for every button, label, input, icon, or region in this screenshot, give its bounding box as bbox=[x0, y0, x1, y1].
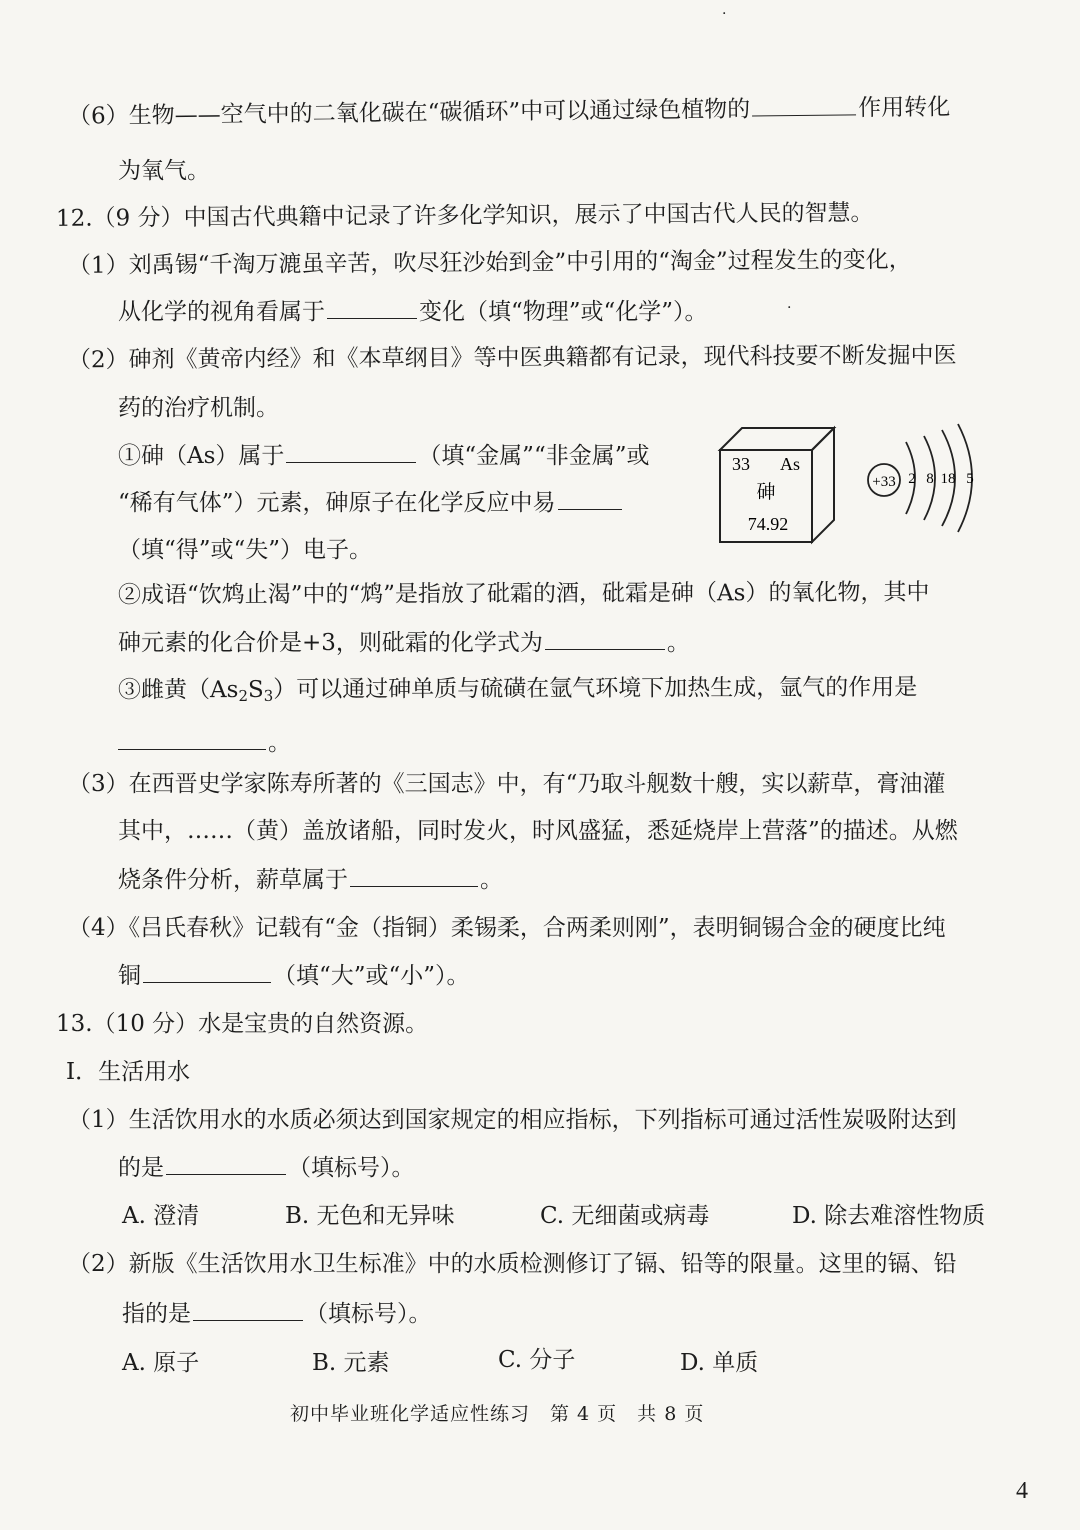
element-card-top bbox=[720, 428, 834, 450]
answer-blank[interactable] bbox=[286, 440, 416, 463]
section-heading: Ⅰ．生活用水 bbox=[66, 1059, 191, 1085]
question-11-6-line2: 为氧气。 bbox=[118, 158, 210, 184]
answer-blank[interactable] bbox=[327, 296, 417, 319]
question-12-1-line2: 从化学的视角看属于 变化（填“物理”或“化学”）。 bbox=[118, 296, 708, 328]
nucleus-charge: +33 bbox=[872, 474, 896, 490]
question-12-2-sub1-line2: “稀有气体”）元素，砷原子在化学反应中易 bbox=[118, 487, 624, 519]
option-c[interactable]: C. 无细菌或病毒 bbox=[540, 1203, 710, 1229]
question-12-3-line1: （3）在西晋史学家陈寿所著的《三国志》中，有“乃取斗舰数十艘，实以薪草，膏油灌 bbox=[68, 771, 946, 797]
question-12-2-sub3-line1: ③雌黄$(As_2S_3)$可以通过砷单质与硫磺在氩气环境下加热生成，氩气的作用是 bbox=[117, 674, 918, 705]
element-name: 砷 bbox=[756, 481, 776, 503]
answer-blank[interactable] bbox=[558, 487, 622, 510]
answer-blank[interactable] bbox=[143, 960, 271, 983]
question-12-1-line1: （1）刘禹锡“千淘万漉虽辛苦，吹尽狂沙始到金”中引用的“淘金”过程发生的变化， bbox=[67, 247, 912, 279]
question-11-6-line1: （6）生物——空气中的二氧化碳在“碳循环”中可以通过绿色植物的 作用转化 bbox=[68, 91, 950, 132]
option-d[interactable]: D. 除去难溶性物质 bbox=[792, 1203, 986, 1229]
question-13-2-line2: 指的是 （填标号）。 bbox=[122, 1298, 432, 1330]
question-13-header: 13.（10 分）水是宝贵的自然资源。 bbox=[56, 1011, 429, 1037]
atomic-number: 33 bbox=[732, 454, 750, 474]
shell-electron-count: 5 bbox=[966, 471, 974, 487]
question-12-header: 12.（9 分）中国古代典籍中记录了许多化学知识，展示了中国古代人民的智慧。 bbox=[55, 200, 874, 232]
question-12-3-line2: 其中，……（黄）盖放诸船，同时发火，时风盛猛，悉延烧岸上营落”的描述。从燃 bbox=[118, 818, 958, 844]
answer-blank[interactable] bbox=[193, 1298, 303, 1321]
shell-electron-count: 8 bbox=[926, 471, 934, 487]
question-12-2-sub1-line3: （填“得”或“失”）电子。 bbox=[118, 537, 373, 563]
option-d[interactable]: D. 单质 bbox=[680, 1350, 759, 1376]
option-a[interactable]: A. 原子 bbox=[122, 1350, 200, 1376]
question-12-2-sub2-line1: ②成语“饮鸩止渴”中的“鸩”是指放了砒霜的酒，砒霜是砷（As）的氧化物，其中 bbox=[117, 579, 930, 609]
page-footer: 初中毕业班化学适应性练习 第 4 页 共 8 页 bbox=[290, 1403, 705, 1425]
option-c[interactable]: C. 分子 bbox=[498, 1347, 576, 1373]
element-card-side bbox=[812, 428, 834, 542]
answer-blank[interactable] bbox=[545, 627, 665, 650]
element-card bbox=[712, 420, 842, 545]
question-13-2-line1: （2）新版《生活饮用水卫生标准》中的水质检测修订了镉、铅等的限量。这里的镉、铅 bbox=[68, 1251, 957, 1277]
atom-structure-diagram bbox=[862, 422, 980, 534]
answer-blank[interactable] bbox=[752, 92, 856, 116]
answer-blank[interactable] bbox=[350, 864, 478, 887]
page-number: 4 bbox=[1016, 1478, 1028, 1504]
element-symbol: As bbox=[780, 454, 801, 474]
question-12-4-line2: 铜 （填“大”或“小”）。 bbox=[118, 960, 470, 992]
option-b[interactable]: B. 元素 bbox=[312, 1350, 390, 1376]
option-b[interactable]: B. 无色和无异味 bbox=[285, 1203, 455, 1229]
option-a[interactable]: A. 澄清 bbox=[122, 1203, 200, 1229]
question-12-2-line1: （2）砷剂《黄帝内经》和《本草纲目》等中医典籍都有记录，现代科技要不断发掘中医 bbox=[67, 342, 957, 374]
answer-blank[interactable] bbox=[118, 727, 266, 750]
question-12-2-sub2-line2: 砷元素的化合价是+3，则砒霜的化学式为 。 bbox=[118, 627, 690, 659]
answer-blank[interactable] bbox=[166, 1152, 286, 1175]
shell-electron-count: 2 bbox=[908, 471, 916, 487]
shell-electron-count: 18 bbox=[940, 471, 956, 487]
question-12-3-line3: 烧条件分析，薪草属于 。 bbox=[118, 864, 503, 896]
question-13-1-line1: （1）生活饮用水的水质必须达到国家规定的相应指标，下列指标可通过活性炭吸附达到 bbox=[68, 1107, 957, 1133]
question-12-2-sub1-line1: ①砷（As）属于 （填“金属”“非金属”或 bbox=[118, 440, 649, 472]
question-12-2-line2: 药的治疗机制。 bbox=[118, 395, 279, 421]
atomic-mass: 74.92 bbox=[747, 514, 789, 534]
question-12-4-line1: （4）《吕氏春秋》记载有“金（指铜）柔锡柔，合两柔则刚”，表明铜锡合金的硬度比纯 bbox=[68, 915, 946, 941]
question-13-1-line2: 的是 （填标号）。 bbox=[118, 1152, 415, 1184]
question-12-2-sub3-line2: 。 bbox=[118, 727, 291, 759]
